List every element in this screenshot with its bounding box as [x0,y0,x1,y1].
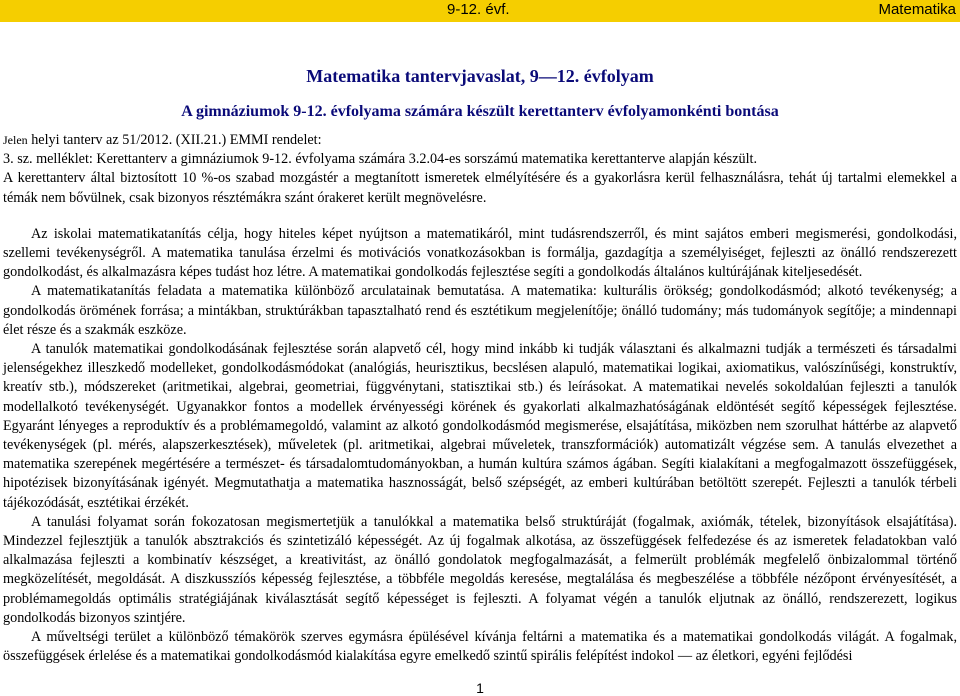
paragraph-task: A matematikatanítás feladata a matematika különböző arculatainak bemutatása. A matematika: kulturális örökség; gondolkodásmód; alkotó tevékenység; a gondolkodás örömének forrása; a mintákban, struktúrákban tapasztalható rend és esztétikum megjelenítője; önálló tudomány; más tudományok segítője; a mindennapi élet része és a szakmák eszköze. [3,283,957,338]
header-grade: 9-12. évf. [447,1,510,18]
header-subject: Matematika [878,1,956,18]
intro-rendelet: helyi tanterv az 51/2012. (XII.21.) EMMI rendelet: [27,132,322,148]
document-body [3,131,957,666]
page-number: 1 [476,680,484,696]
intro-line-2: 3. sz. melléklet: Kerettanterv a gimnáziumok 9-12. évfolyama számára 3.2.04-es sorszámú matematika kerettanterve alapján készült. [3,151,758,168]
page-header [0,0,960,22]
intro-jelen: Jelen [3,133,28,147]
paragraph-goal: Az iskolai matematikatanítás célja, hogy hiteles képet nyújtson a matematikáról, mint tudásrendszerről, és mint sajátos emberi megismerési, gondolkodási, szellemi tevékenységről. A matematika tanulása érzelmi és motivációs vonatkozásokban is formálja, gazdagítja a személyiséget, fejleszti az önálló rendszerezett gondolkodást, és alkalmazásra képes tudást hoz létre. A matematikai gondolkodás fejlesztése segíti a gondolkodás általános kultúrájának kiteljesedését. [3,225,957,281]
page-subtitle: A gimnáziumok 9-12. évfolyama számára készült kerettanterv évfolyamonkénti bontása [181,103,779,120]
paragraph-learning-process: A tanulási folyamat során fokozatosan megismertetjük a tanulókkal a matematika belső struktúráját (fogalmak, axiómák, tételek, bizonyítások elsajátítása). Mindezzel fejlesztjük a tanulók absztrakciós és szintetizáló képességét. Az új fogalmak alkotása, az összefüggések felfedezése és az ismeretek feladatokban való alkalmazása fejleszti a kombinatív készséget, a kreativitást, az önálló gondolatok megfogalmazását, a felmerült problémák megfelelő önbizalommal történő megközelítését, megoldását. A diszkusszíós képesség fejlesztése, a többféle megoldás keresése, megtalálása és megbeszélése a többféle nézőpont érvényesítését, a problémamegoldás optimális stratégiájának kiválasztását segítő képességet is fejleszti. A folyamat végén a tanulók eljutnak az önálló, rendszerezett, logikus gondolkodás bizonyos szintjére. [3,513,957,626]
intro-line-3: A kerettanterv által biztosított 10 %-os szabad mozgástér a megtanított ismeretek elmélyítésére és a gyakorlásra kerül felhasználásra, tehát új tartalmi elemekkel a témák nem bővülnek, csak bizonyos résztémákra szánt órakeret került megnövelésre. [3,170,957,206]
page-title: Matematika tantervjavaslat, 9—12. évfolyam [306,66,654,86]
paragraph-literacy-area: A műveltségi terület a különböző témakörök szerves egymásra épülésével kívánja feltárni a matematika és a matematikai gondolkodás világát. A fogalmak, összefüggések érlelése és a matematikai gondolkodásmód kialakítása egyre emelkedő szintű spirális felépítést indokol — az életkori, egyéni fejlődési [3,629,957,665]
intro-line-1 [3,131,957,150]
paragraph-thinking: A tanulók matematikai gondolkodásának fejlesztése során alapvető cél, hogy mind inkább ki tudják választani és alkalmazni tudják a természeti és társadalmi jelenségekhez illeszkedő modelleket, gondolkodásmódokat (analógiás, heurisztikus, becslésen alapuló, matematikai logikai, axiomatikus, valószínűségi, konstruktív, kreatív stb.), módszereket (aritmetikai, algebrai, geometriai, függvénytani, statisztikai stb.) és leírásokat. A matematikai nevelés sokoldalúan fejleszti a tanulók modellalkotó tevékenységét. Ugyanakkor fontos a modellek érvényességi körének és gyakorlati alkalmazhatóságának eldöntését segítő képességek fejlesztése. Egyaránt lényeges a reproduktív és a problémamegoldó, valamint az alkotó gondolkodásmód megismerése, elsajátítása, miközben nem szorulhat háttérbe az alapvető tevékenységek (pl. mérés, alapszerkesztések), műveletek (pl. aritmetikai, algebrai műveletek, transzformációk) automatizált végzése sem. A tanulás elvezethet a matematika szerepének megértésére a természet- és társadalomtudományokban, a humán kultúra számos ágában. Segíti kialakítani a megfogalmazott összefüggések, hipotézisek bizonyításának igényét. Megmutathatja a matematika hasznosságát, belső szépségét, az emberi kultúrában betöltött szerepét. Fejleszti a tanulók térbeli tájékozódását, esztétikai érzékét. [3,341,957,511]
